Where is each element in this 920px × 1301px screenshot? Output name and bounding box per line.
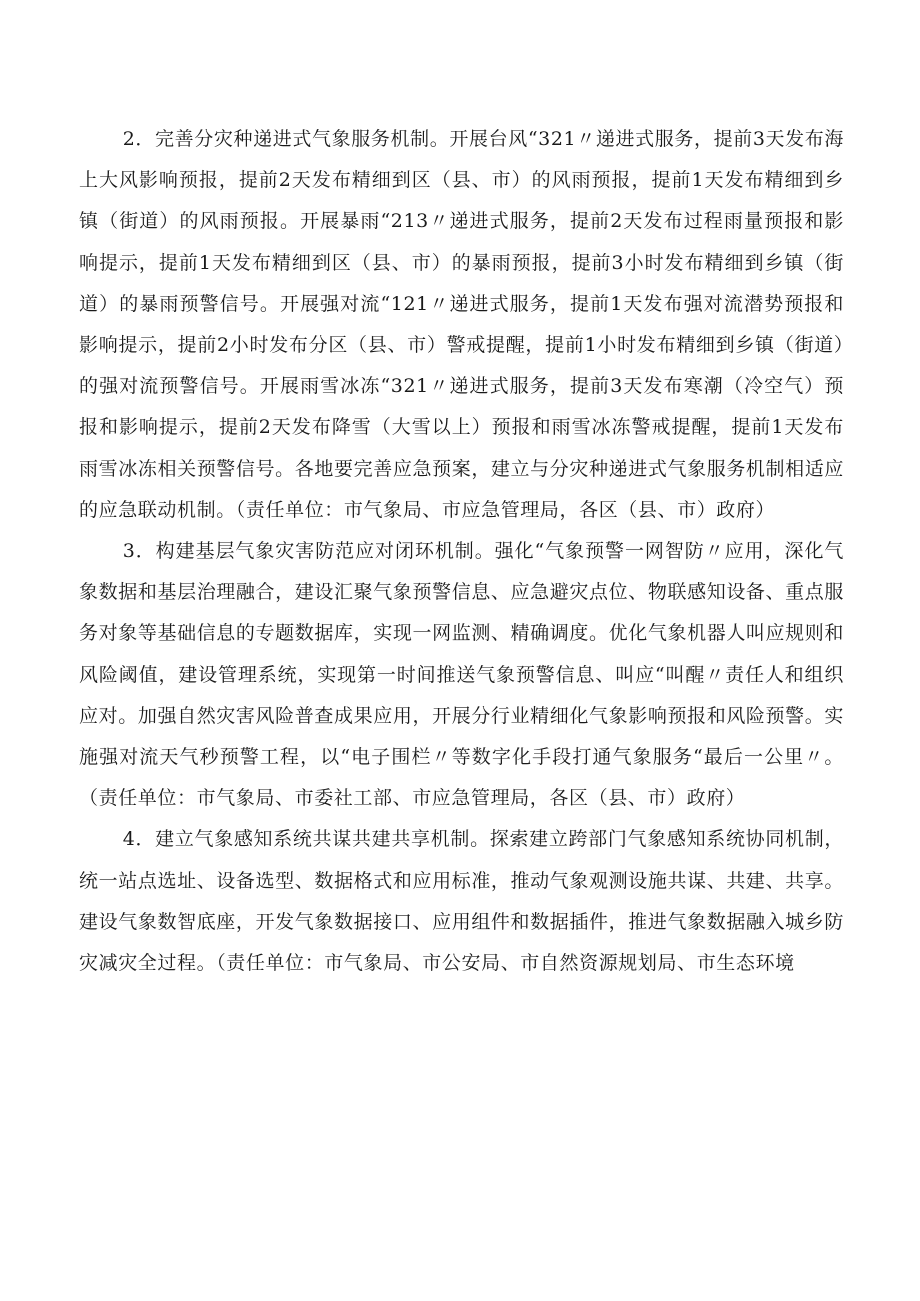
paragraph-item-2: 2．完善分灾种递进式气象服务机制。开展台风“321〃递进式服务，提前3天发布海上大风影响预报，提前2天发布精细到区（县、市）的风雨预报，提前1天发布精细到乡镇（街道）的风雨预报。开展暴雨“213〃递进式服务，提前2天发布过程雨量预报和影响提示，提前1天发布精细到区（县、市）的暴雨预报，提前3小时发布精细到乡镇（街道）的暴雨预警信号。开展强对流“121〃递进式服务，提前1天发布强对流潜势预报和影响提示，提前2小时发布分区（县、市）警戒提醒，提前1小时发布精细到乡镇（街道）的强对流预警信号。开展雨雪冰冻“321〃递进式服务，提前3天发布寒潮（冷空气）预报和影响提示，提前2天发布降雪（大雪以上）预报和雨雪冰冻警戒提醒，提前1天发布雨雪冰冻相关预警信号。各地要完善应急预案，建立与分灾种递进式气象服务机制相适应的应急联动机制。（责任单位：市气象局、市应急管理局，各区（县、市）政府） <box>79 128 844 521</box>
document-body <box>79 119 844 984</box>
paragraph-item-3: 3．构建基层气象灾害防范应对闭环机制。强化“气象预警一网智防〃应用，深化气象数据和基层治理融合，建设汇聚气象预警信息、应急避灾点位、物联感知设备、重点服务对象等基础信息的专题数据库，实现一网监测、精确调度。优化气象机器人叫应规则和风险阈值，建设管理系统，实现第一时间推送气象预警信息、叫应“叫醒〃责任人和组织应对。加强自然灾害风险普查成果应用，开展分行业精细化气象影响预报和风险预警。实施强对流天气秒预警工程，以“电子围栏〃等数字化手段打通气象服务“最后一公里〃。（责任单位：市气象局、市委社工部、市应急管理局，各区（县、市）政府） <box>79 540 844 810</box>
paragraph-item-4: 4．建立气象感知系统共谋共建共享机制。探索建立跨部门气象感知系统协同机制，统一站点选址、设备选型、数据格式和应用标准，推动气象观测设施共谋、共建、共享。建设气象数智底座，开发气象数据接口、应用组件和数据插件，推进气象数据融入城乡防灾减灾全过程。（责任单位：市气象局、市公安局、市自然资源规划局、市生态环境 <box>79 828 844 975</box>
